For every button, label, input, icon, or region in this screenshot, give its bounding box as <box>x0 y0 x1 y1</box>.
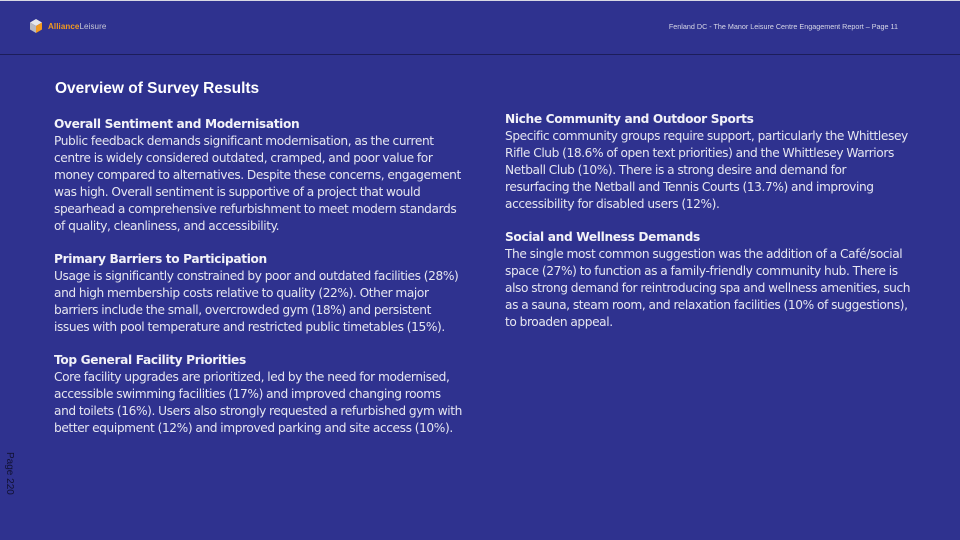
section-body: Core facility upgrades are prioritized, led by the need for modernised, accessible swimming facilities (17%) and improved changing rooms and toilets (16%). Users also strongly requested a refurbished gym with better equipment (12%) and improved parking and site access (10%). <box>54 370 462 435</box>
header-divider <box>0 54 960 55</box>
section-heading: Top General Facility Priorities <box>54 353 246 367</box>
section-overall-sentiment <box>54 116 474 235</box>
section-body: Public feedback demands significant modernisation, as the current centre is widely considered outdated, cramped, and poor value for money compared to alternatives. Despite these concerns, engagement was high. Overall sentiment is supportive of a project that would spearhead a comprehensive refurbishment to meet modern standards of quality, cleanliness, and accessibility. <box>54 134 461 233</box>
section-niche-sports <box>505 111 925 213</box>
cube-logo-icon <box>28 18 44 34</box>
logo-brand-leisure: Leisure <box>79 21 107 31</box>
logo-brand-alliance: Alliance <box>48 21 80 31</box>
section-body: The single most common suggestion was the addition of a Café/social space (27%) to function as a family-friendly community hub. There is also strong demand for reintroducing spa and wellness amenities, such as a sauna, steam room, and relaxation facilities (10% of suggestions), to broaden appeal. <box>505 247 911 329</box>
section-body: Usage is significantly constrained by poor and outdated facilities (28%) and high membership costs relative to quality (22%). Other major barriers include the small, overcrowded gym (18%) and persistent issues with pool temperature and restricted public timetables (15%). <box>54 269 459 334</box>
section-primary-barriers <box>54 251 474 336</box>
section-social-wellness <box>505 229 925 331</box>
page-header <box>0 0 960 55</box>
alliance-leisure-logo <box>28 18 106 34</box>
page-title: Overview of Survey Results <box>55 80 260 97</box>
page-number: Page 220 <box>4 452 15 495</box>
section-heading: Overall Sentiment and Modernisation <box>54 117 300 131</box>
section-facility-priorities <box>54 352 474 437</box>
section-heading: Primary Barriers to Participation <box>54 252 267 266</box>
report-title: Fenland DC - The Manor Leisure Centre Engagement Report – Page 11 <box>668 22 898 31</box>
section-heading: Niche Community and Outdoor Sports <box>505 112 754 126</box>
logo-wordmark <box>48 22 106 31</box>
section-body: Specific community groups require support, particularly the Whittlesey Rifle Club (18.6% of open text priorities) and the Whittlesey Warriors Netball Club (10%). There is a strong desire and demand for resurfacing the Netball and Tennis Courts (13.7%) and improving accessibility for disabled users (12%). <box>505 129 908 211</box>
section-heading: Social and Wellness Demands <box>505 230 700 244</box>
right-column <box>505 111 925 347</box>
left-column <box>54 116 474 453</box>
